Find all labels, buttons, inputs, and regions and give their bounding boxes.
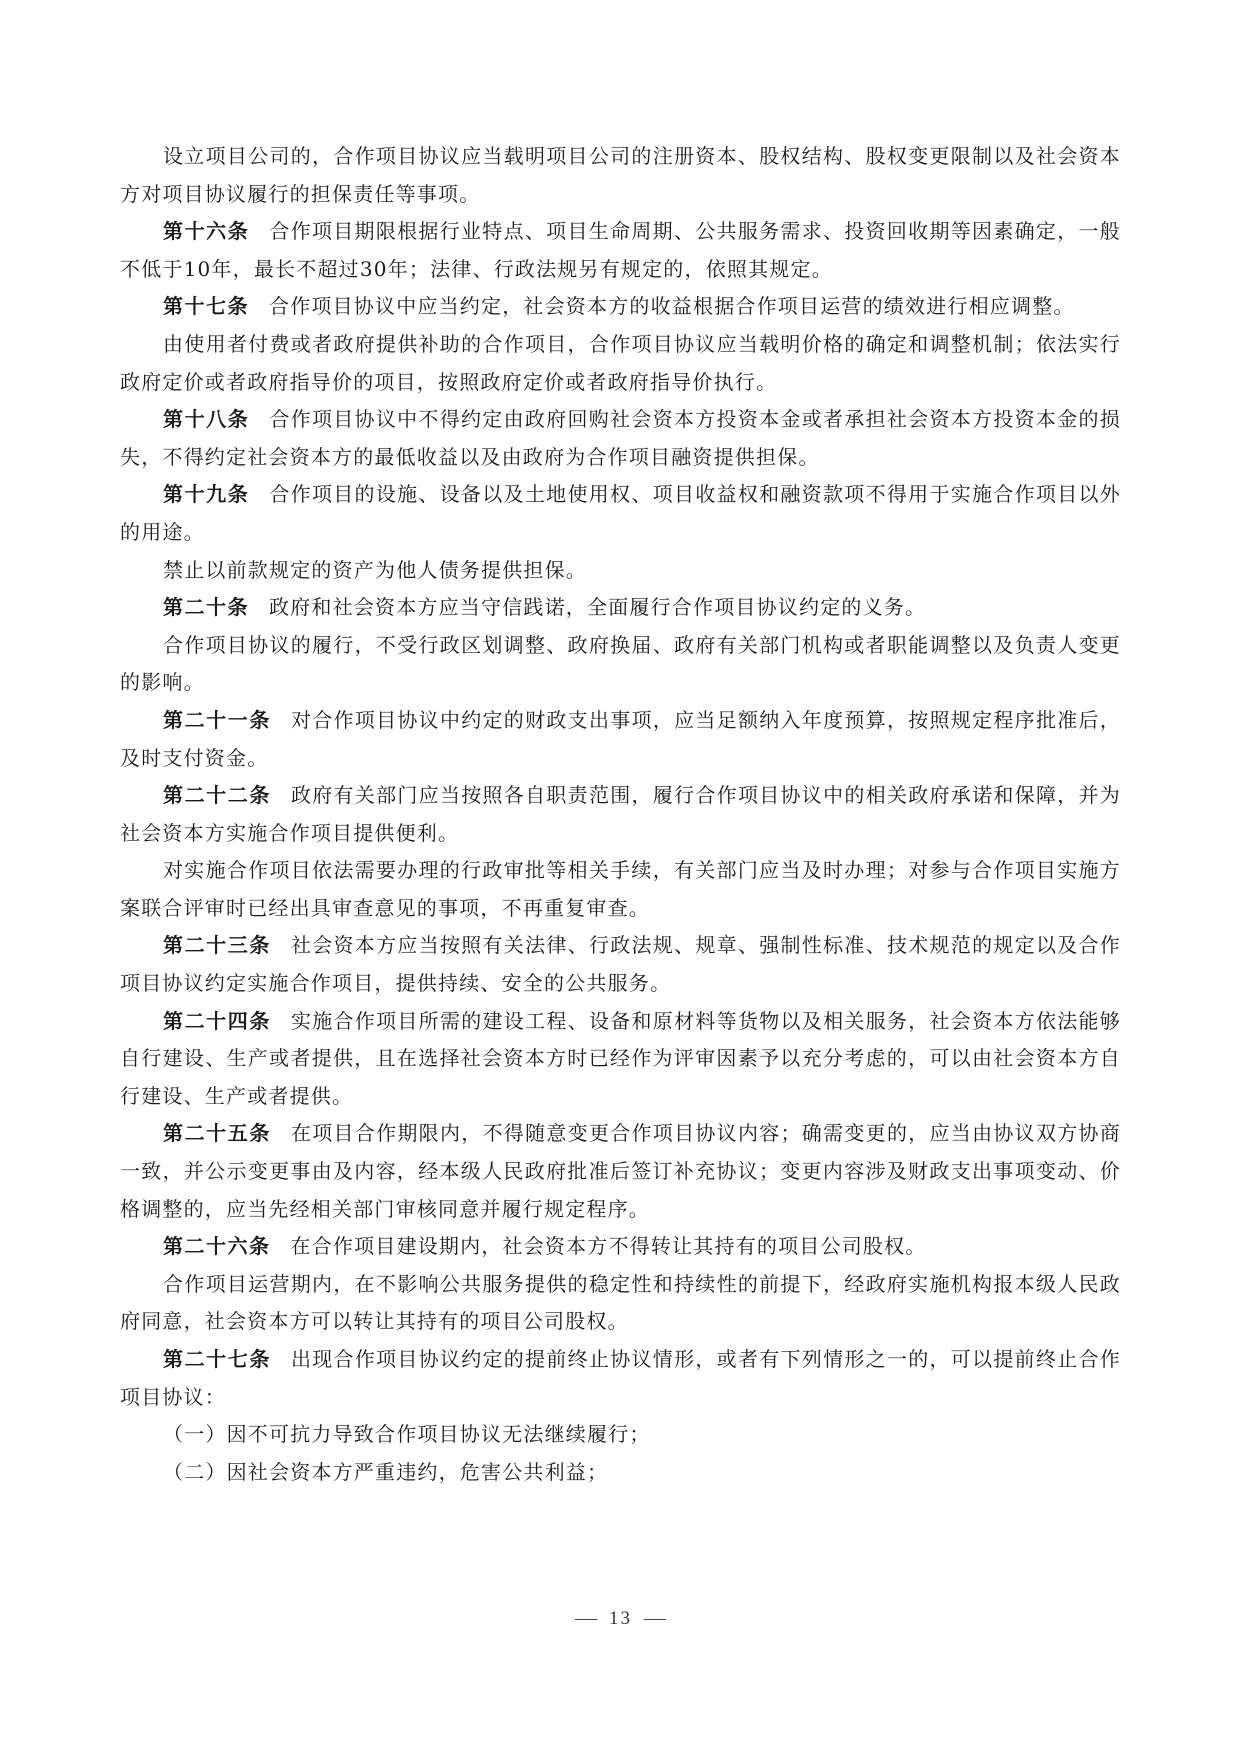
page-footer [0, 1608, 1241, 1630]
paragraph [120, 326, 1121, 401]
paragraph-text: 政府有关部门应当按照各自职责范围，履行合作项目协议中的相关政府承诺和保障，并为社会资本方实施合作项目提供便利。 [120, 783, 1121, 845]
paragraph [120, 1416, 1121, 1454]
paragraph-text: 社会资本方应当按照有关法律、行政法规、规章、强制性标准、技术规范的规定以及合作项目协议约定实施合作项目，提供持续、安全的公共服务。 [120, 933, 1121, 996]
paragraph [120, 777, 1121, 852]
paragraph-text: （一）因不可抗力导致合作项目协议无法继续履行； [163, 1422, 651, 1447]
paragraph [120, 1003, 1121, 1116]
article-number: 第二十条 [163, 595, 249, 620]
paragraph [120, 476, 1121, 551]
paragraph [120, 927, 1121, 1002]
article-number: 第二十五条 [163, 1121, 271, 1146]
paragraph [120, 1115, 1121, 1228]
paragraph-text: 合作项目协议的履行，不受行政区划调整、政府换届、政府有关部门机构或者职能调整以及负责人变更的影响。 [120, 632, 1121, 695]
paragraph-text: 政府和社会资本方应当守信践诺，全面履行合作项目协议约定的义务。 [269, 595, 927, 620]
article-number: 第十八条 [163, 407, 250, 432]
paragraph [120, 627, 1121, 702]
article-number: 第十九条 [163, 482, 250, 507]
paragraph [120, 213, 1121, 288]
article-number: 第二十二条 [163, 783, 271, 808]
paragraph [120, 288, 1121, 326]
dash-right [644, 1619, 666, 1620]
paragraph-text: 设立项目公司的，合作项目协议应当载明项目公司的注册资本、股权结构、股权变更限制以及社会资本方对项目协议履行的担保责任等事项。 [120, 144, 1121, 206]
article-number: 第十七条 [163, 294, 249, 319]
article-number: 第二十四条 [163, 1008, 271, 1033]
paragraph [120, 1341, 1121, 1416]
paragraph [120, 702, 1121, 777]
article-number: 第二十三条 [163, 933, 271, 958]
paragraph-text: 在项目合作期限内，不得随意变更合作项目协议内容；确需变更的，应当由协议双方协商一致，并公示变更事由及内容，经本级人民政府批准后签订补充协议；变更内容涉及财政支出事项变动、价格调整的，应当先经相关部门审核同意并履行规定程序。 [120, 1121, 1121, 1221]
paragraph-text: 合作项目运营期内，在不影响公共服务提供的稳定性和持续性的前提下，经政府实施机构报本级人民政府同意，社会资本方可以转让其持有的项目公司股权。 [120, 1271, 1121, 1334]
paragraph-text: 出现合作项目协议约定的提前终止协议情形，或者有下列情形之一的，可以提前终止合作项目协议： [120, 1347, 1121, 1409]
paragraph-text: 合作项目协议中不得约定由政府回购社会资本方投资本金或者承担社会资本方投资本金的损失，不得约定社会资本方的最低收益以及由政府为合作项目融资提供担保。 [120, 407, 1122, 469]
article-number: 第十六条 [163, 219, 250, 244]
paragraph-text: 对合作项目协议中约定的财政支出事项，应当足额纳入年度预算，按照规定程序批准后，及时支付资金。 [120, 707, 1121, 770]
paragraph [120, 552, 1121, 590]
paragraph-text: 合作项目协议中应当约定，社会资本方的收益根据合作项目运营的绩效进行相应调整。 [269, 294, 1075, 319]
paragraph-text: 在合作项目建设期内，社会资本方不得转让其持有的项目公司股权。 [290, 1234, 927, 1259]
paragraph-text: 禁止以前款规定的资产为他人债务提供担保。 [163, 557, 587, 582]
paragraph [120, 1266, 1121, 1341]
paragraph [120, 1228, 1121, 1266]
paragraph [120, 852, 1121, 927]
page-number: 13 [609, 1608, 632, 1629]
paragraph [120, 589, 1121, 627]
paragraph-text: 由使用者付费或者政府提供补助的合作项目，合作项目协议应当载明价格的确定和调整机制；依法实行政府定价或者政府指导价的项目，按照政府定价或者政府指导价执行。 [120, 331, 1121, 394]
article-number: 第二十一条 [163, 707, 271, 732]
paragraph-text: 合作项目的设施、设备以及土地使用权、项目收益权和融资款项不得用于实施合作项目以外的用途。 [120, 482, 1122, 544]
paragraph-text: （二）因社会资本方严重违约，危害公共利益； [163, 1459, 609, 1484]
document-body [120, 138, 1121, 1491]
paragraph [120, 1454, 1121, 1492]
article-number: 第二十七条 [163, 1347, 271, 1371]
paragraph-text: 对实施合作项目依法需要办理的行政审批等相关手续，有关部门应当及时办理；对参与合作项目实施方案联合评审时已经出具审查意见的事项，不再重复审查。 [120, 858, 1121, 920]
paragraph [120, 138, 1121, 213]
paragraph-text: 实施合作项目所需的建设工程、设备和原材料等货物以及相关服务，社会资本方依法能够自行建设、生产或者提供，且在选择社会资本方时已经作为评审因素予以充分考虑的，可以由社会资本方自行建设、生产或者提供。 [120, 1008, 1121, 1108]
dash-left [575, 1619, 597, 1620]
paragraph-text: 合作项目期限根据行业特点、项目生命周期、公共服务需求、投资回收期等因素确定，一般不低于10年，最长不超过30年；法律、行政法规另有规定的，依照其规定。 [120, 219, 1122, 281]
article-number: 第二十六条 [163, 1234, 271, 1259]
paragraph [120, 401, 1121, 476]
